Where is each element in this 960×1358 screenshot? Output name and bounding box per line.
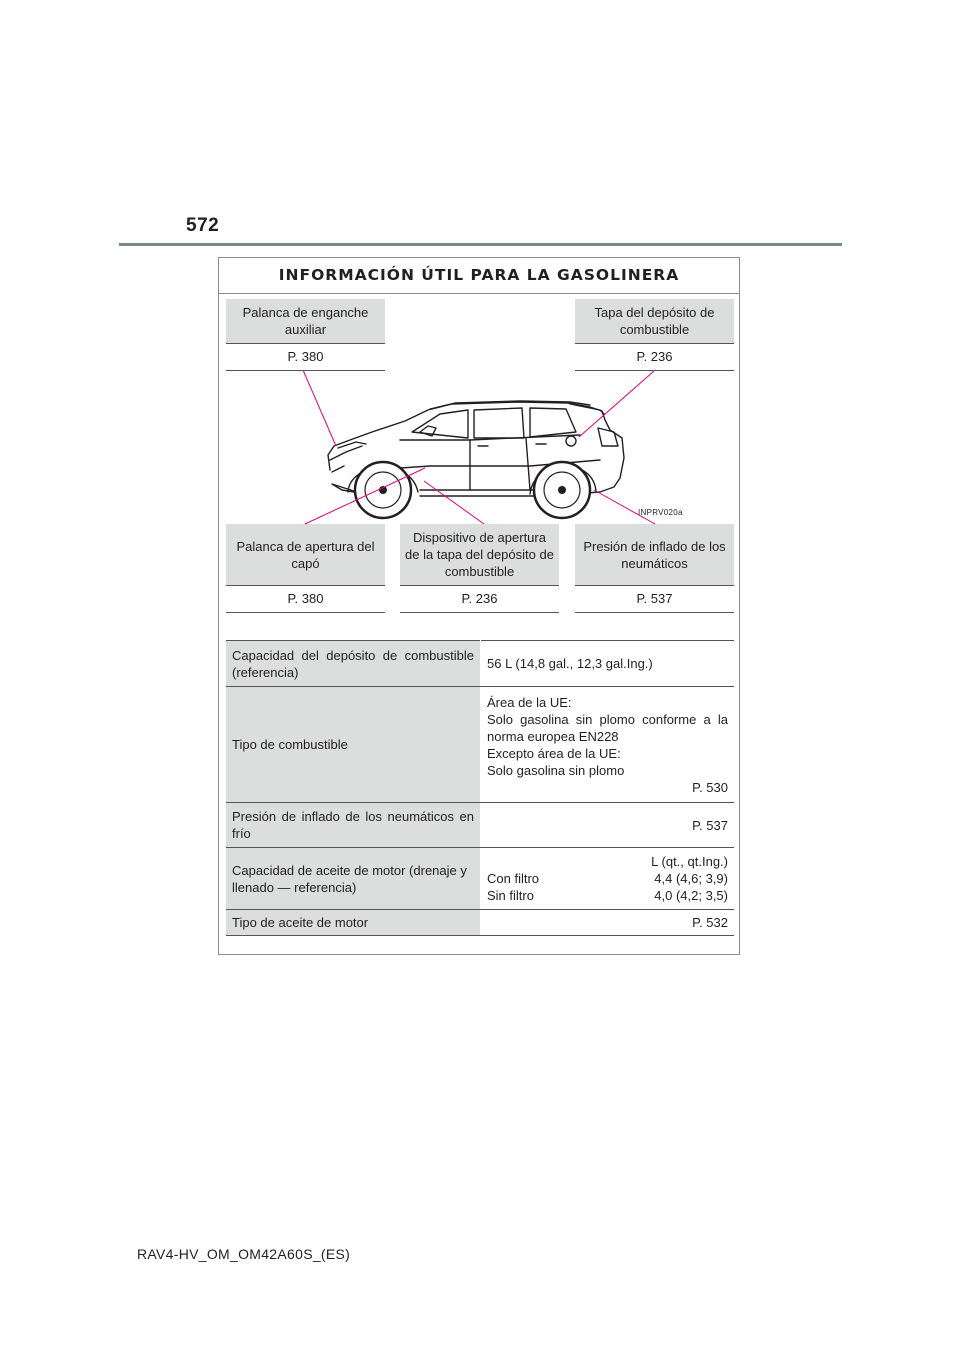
spec-key: Presión de inflado de los neumáticos en frío	[226, 803, 481, 848]
table-row	[226, 641, 734, 687]
spec-key: Tipo de combustible	[226, 687, 481, 803]
spec-key: Capacidad de aceite de motor (drenaje y llenado — referencia)	[226, 848, 481, 910]
table-row	[226, 910, 734, 936]
callout-page-ref: P. 236	[575, 344, 734, 371]
callout-page-ref: P. 236	[400, 586, 559, 613]
spec-value-fuel-type	[481, 687, 735, 803]
callout-page-ref: P. 537	[575, 586, 734, 613]
spec-value-oil-capacity	[481, 848, 735, 910]
spec-key: Capacidad del depósito de combustible (referencia)	[226, 641, 481, 687]
spec-key: Tipo de aceite de motor	[226, 910, 481, 936]
callout-aux-latch	[226, 299, 385, 371]
fuel-type-line: Solo gasolina sin plomo	[487, 762, 625, 778]
image-code: INPRV020a	[638, 508, 683, 517]
fuel-type-line: Solo gasolina sin plomo conforme a la norma europea EN228	[487, 711, 728, 744]
table-row	[226, 687, 734, 803]
oil-row-label: Sin filtro	[487, 888, 534, 903]
footer-code: RAV4-HV_OM_OM42A60S_(ES)	[137, 1246, 351, 1262]
page-ref: P. 530	[692, 779, 728, 795]
callout-label: Palanca de enganche auxiliar	[226, 299, 385, 344]
callout-label: Presión de inflado de los neumáticos	[575, 524, 734, 586]
header-rule	[119, 243, 842, 246]
page-ref: P. 537	[481, 803, 735, 848]
callout-label: Palanca de apertura del capó	[226, 524, 385, 586]
callout-label: Tapa del depósito de combustible	[575, 299, 734, 344]
oil-row-with-filter	[487, 870, 728, 887]
fuel-type-line: Área de la UE:	[487, 694, 572, 710]
callout-fuel-cap	[575, 299, 734, 371]
page-ref: P. 532	[481, 910, 735, 936]
oil-row-value: 4,0 (4,2; 3,5)	[654, 888, 728, 903]
oil-row-without-filter	[487, 887, 728, 904]
callout-page-ref: P. 380	[226, 586, 385, 613]
table-row	[226, 803, 734, 848]
page-number: 572	[186, 215, 220, 236]
oil-units: L (qt., qt.Ing.)	[651, 854, 728, 869]
fuel-type-line: Excepto área de la UE:	[487, 745, 621, 761]
table-row	[226, 848, 734, 910]
callout-hood-lever	[226, 524, 385, 613]
oil-row-value: 4,4 (4,6; 3,9)	[654, 871, 728, 886]
callout-page-ref: P. 380	[226, 344, 385, 371]
spec-value: 56 L (14,8 gal., 12,3 gal.Ing.)	[481, 641, 735, 687]
panel-title: INFORMACIÓN ÚTIL PARA LA GASOLINERA	[219, 258, 739, 294]
callout-tire-pressure	[575, 524, 734, 613]
callout-fuel-door-opener	[400, 524, 559, 613]
specs-table	[226, 640, 734, 936]
callout-label: Dispositivo de apertura de la tapa del depósito de combustible	[400, 524, 559, 586]
oil-row-label: Con filtro	[487, 871, 540, 886]
